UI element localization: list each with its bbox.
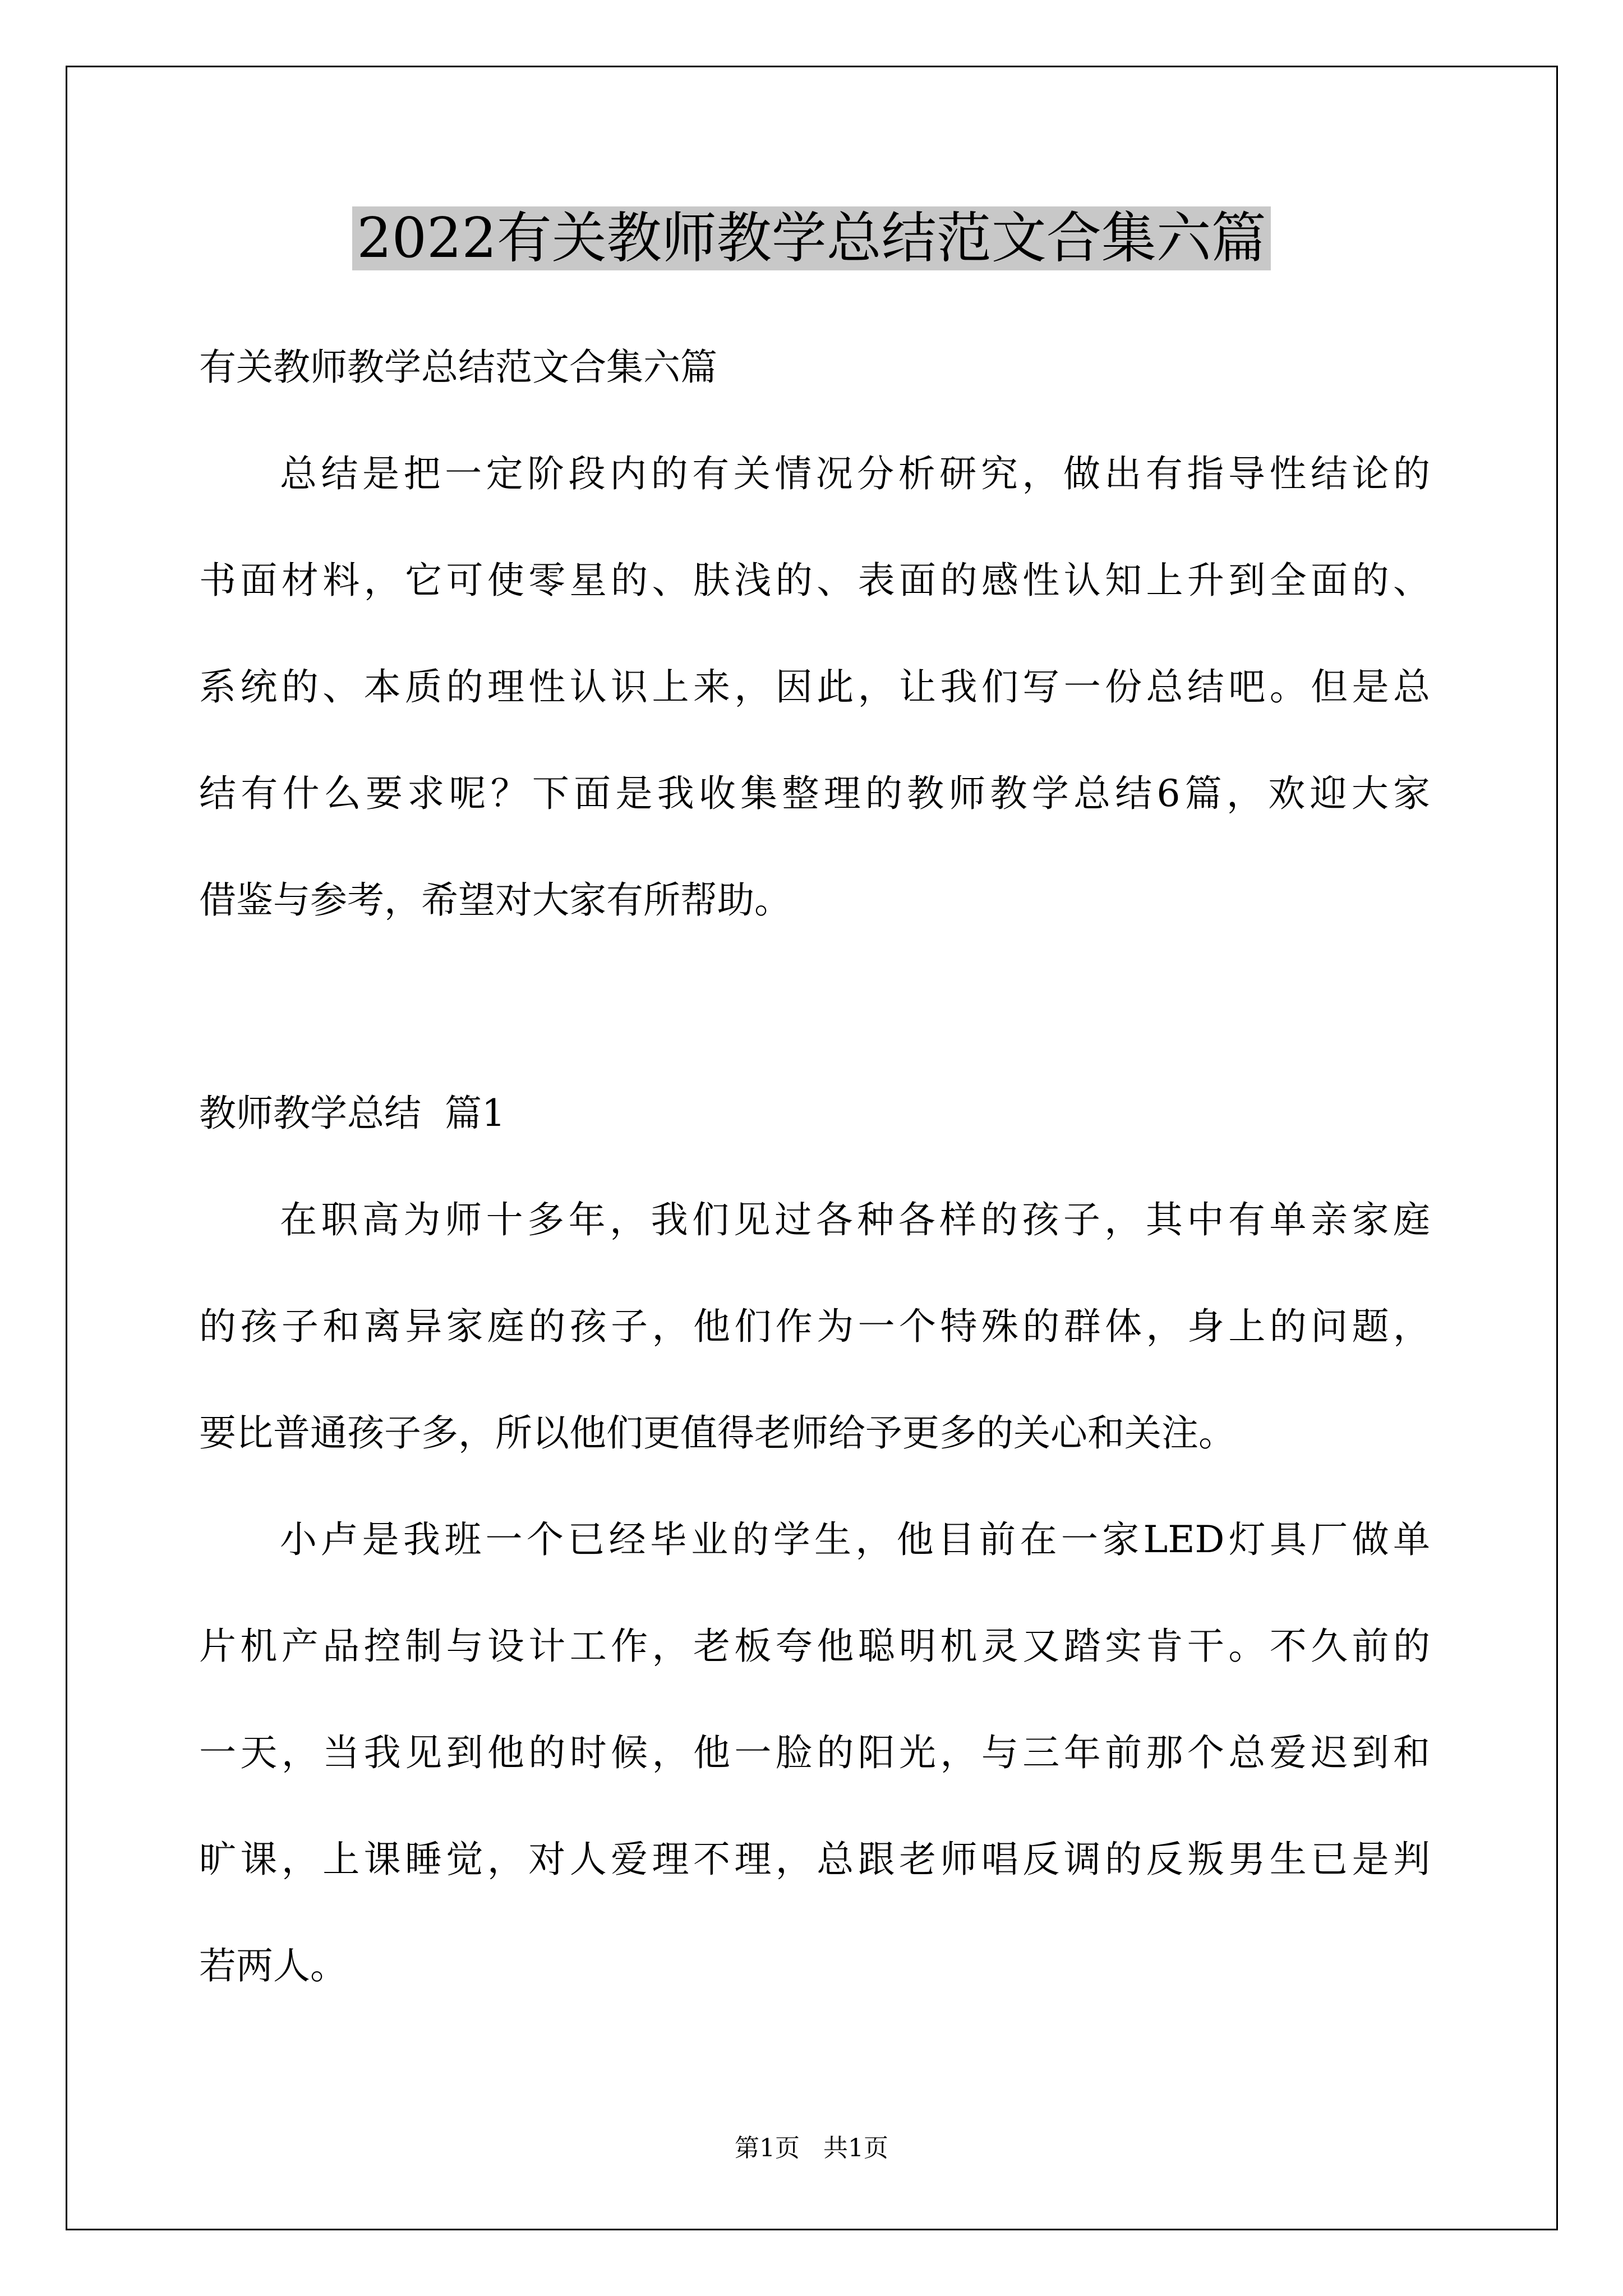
para2-line-4: 旷课，上课睡觉，对人爱理不理，总跟老师唱反调的反叛男生已是判 (199, 1838, 1430, 1881)
document-body (199, 314, 1430, 2019)
section-heading: 教师教学总结 篇1 (199, 1092, 505, 1135)
document-title (0, 199, 1623, 278)
intro-paragraph (199, 421, 1430, 954)
para2-line-3: 一天，当我见到他的时候，他一脸的阳光，与三年前那个总爱迟到和 (199, 1731, 1430, 1774)
paragraph-1 (199, 1167, 1430, 1487)
page-number: 第1页 共1页 (735, 2134, 888, 2162)
document-title-text: 2022有关教师教学总结范文合集六篇 (352, 206, 1270, 270)
para2-line-2: 片机产品控制与设计工作，老板夸他聪明机灵又踏实肯干。不久前的 (199, 1625, 1430, 1668)
intro-line-3: 系统的、本质的理性认识上来，因此，让我们写一份总结吧。但是总 (199, 665, 1430, 708)
para1-line-2: 的孩子和离异家庭的孩子，他们作为一个特殊的群体，身上的问题， (199, 1305, 1430, 1348)
intro-line-1: 总结是把一定阶段内的有关情况分析研究，做出有指导性结论的 (280, 452, 1430, 495)
para2-line-5: 若两人。 (199, 1944, 347, 1987)
para2-line-1: 小卢是我班一个已经毕业的学生，他目前在一家LED灯具厂做单 (280, 1518, 1430, 1561)
intro-line-2: 书面材料，它可使零星的、肤浅的、表面的感性认知上升到全面的、 (199, 559, 1430, 602)
intro-line-5: 借鉴与参考，希望对大家有所帮助。 (199, 878, 791, 922)
intro-line-4: 结有什么要求呢？下面是我收集整理的教师教学总结6篇，欢迎大家 (199, 772, 1430, 815)
para1-line-3: 要比普通孩子多，所以他们更值得老师给予更多的关心和关注。 (199, 1411, 1235, 1455)
paragraph-2 (199, 1487, 1430, 2019)
para1-line-1: 在职高为师十多年，我们见过各种各样的孩子，其中有单亲家庭 (280, 1198, 1430, 1241)
blank-line (199, 954, 1430, 1060)
document-subtitle: 有关教师教学总结范文合集六篇 (199, 346, 717, 389)
